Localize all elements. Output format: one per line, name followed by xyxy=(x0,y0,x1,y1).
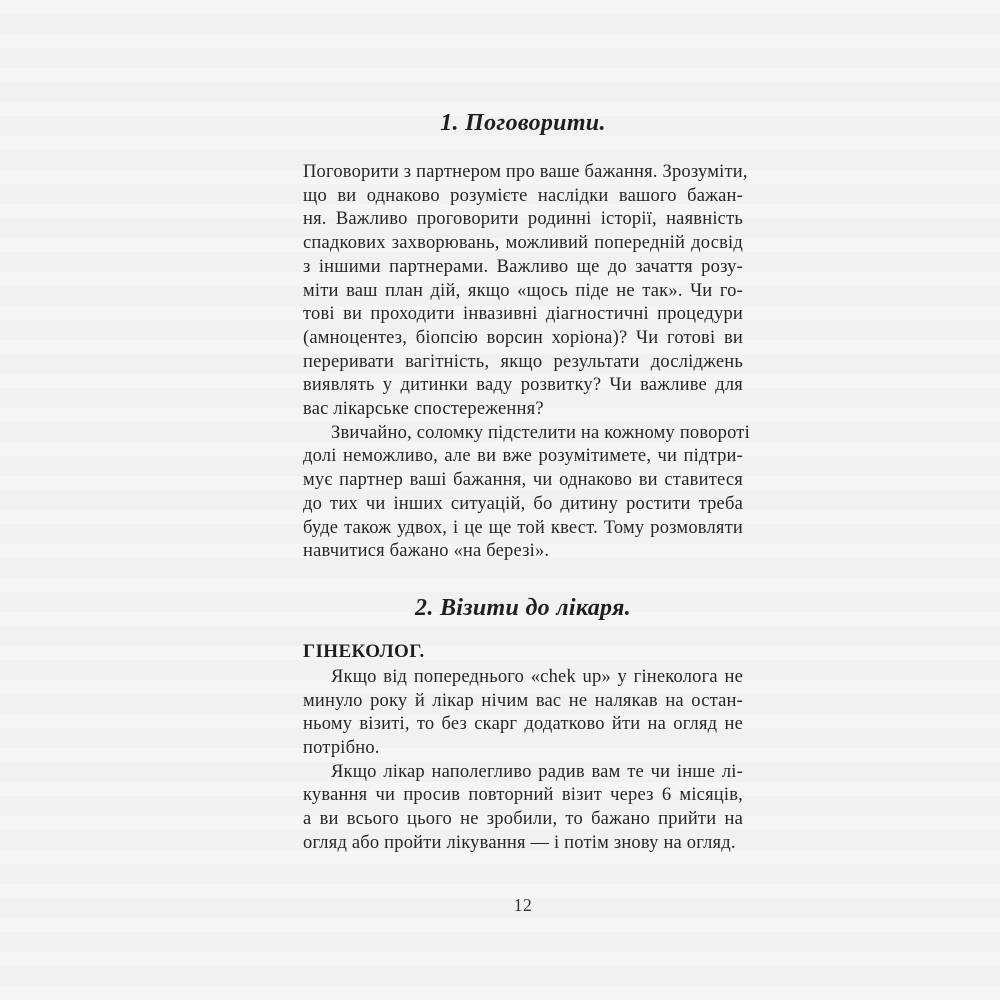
paragraph-2 xyxy=(303,422,750,564)
text-line: спадкових захворювань, можливий попередній досвід xyxy=(303,233,743,254)
text-line: Якщо від попереднього «chek up» у гінеколога не xyxy=(331,666,743,687)
text-line: мує партнер ваші бажання, чи однаково ви ставитеся xyxy=(303,470,743,491)
text-line: (амноцентез, біопсію ворсин хоріона)? Чи готові ви xyxy=(303,327,743,348)
text-line: минуло року й лікар нічим вас не налякав на остан- xyxy=(303,690,743,711)
text-line: ня. Важливо проговорити родинні історії, наявність xyxy=(303,209,743,230)
page-number: 12 xyxy=(513,895,533,915)
text-line: Звичайно, соломку підстелити на кожному повороті xyxy=(331,422,750,443)
text-line: тові ви проходити інвазивні діагностичні процедури xyxy=(303,304,743,325)
text-line: ньому візиті, то без скарг додатково йти на огляд не xyxy=(303,714,743,735)
text-line: міти ваш план дій, якщо «щось піде не так». Чи го- xyxy=(303,280,743,301)
paragraph-3 xyxy=(303,666,743,761)
text-column xyxy=(303,110,750,856)
section-2-heading: 2. Візити до лікаря. xyxy=(415,594,631,621)
text-line: навчитися бажано «на березі». xyxy=(303,541,550,562)
text-line: з іншими партнерами. Важливо ще до зачаття розу- xyxy=(303,256,743,277)
text-line: виявлять у дитинки ваду розвитку? Чи важливе для xyxy=(303,375,743,396)
text-line: переривати вагітність, якщо результати досліджень xyxy=(303,351,743,372)
text-line: що ви однаково розумієте наслідки вашого бажан- xyxy=(303,185,743,206)
paragraph-1 xyxy=(303,161,748,422)
text-line: а ви всього цього не зробили, то бажано прийти на xyxy=(303,809,743,830)
paragraph-4 xyxy=(303,761,743,856)
text-line: потрібно. xyxy=(303,738,380,759)
section-1-heading: 1. Поговорити. xyxy=(440,110,606,136)
text-line: кування чи просив повторний візит через 6 місяців, xyxy=(303,785,743,806)
text-line: Поговорити з партнером про ваше бажання. Зрозуміти, xyxy=(303,162,748,182)
text-line: огляд або пройти лікування — і потім знову на огляд. xyxy=(303,832,736,853)
text-line: долі неможливо, але ви вже розумітимете, чи підтри- xyxy=(303,446,743,467)
text-line: вас лікарське спостереження? xyxy=(303,399,544,420)
gynecologist-subheading: ГІНЕКОЛОГ. xyxy=(303,640,425,662)
text-line: Якщо лікар наполегливо радив вам те чи інше лі- xyxy=(331,761,743,782)
text-line: буде також удвох, і це ще той квест. Тому розмовляти xyxy=(303,517,743,538)
text-line: до тих чи інших ситуацій, бо дитину ростити треба xyxy=(303,493,743,514)
